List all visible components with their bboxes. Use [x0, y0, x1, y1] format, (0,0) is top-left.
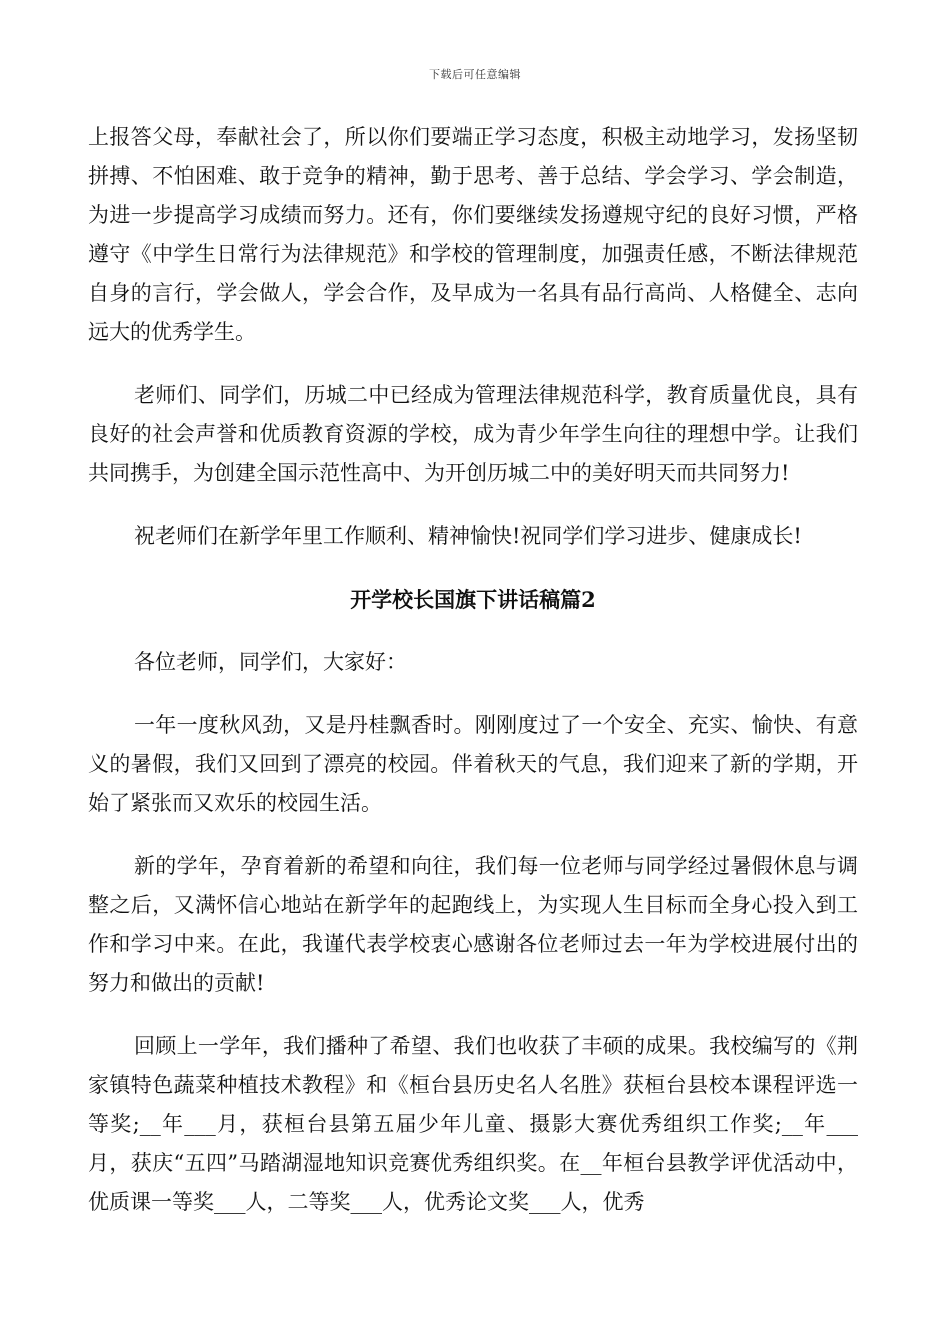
paragraph-7: 回顾上一学年，我们播种了希望、我们也收获了丰硕的成果。我校编写的《荆家镇特色蔬菜种植技术教程》和《桓台县历史名人名胜》获桓台县校本课程评选一等奖;__年___月，获桓台县第五届少年儿童、摄影大赛优秀组织工作奖;__年___月，获庆“五四”马踏湖湿地知识竞赛优秀组织奖。在__年桓台县教学评优活动中，优质课一等奖___人，二等奖___人，优秀论文奖___人，优秀	[88, 1034, 858, 1214]
document-body	[88, 118, 858, 1246]
paragraph-2: 老师们、同学们，历城二中已经成为管理法律规范科学，教育质量优良，具有良好的社会声誉和优质教育资源的学校，成为青少年学生向往的理想中学。让我们共同携手，为创建全国示范性高中、为开创历城二中的美好明天而共同努力!	[88, 383, 858, 485]
page-header: 下载后可任意编辑	[429, 68, 521, 81]
paragraph-greeting: 各位老师，同学们，大家好：	[134, 650, 407, 674]
paragraph-1: 上报答父母，奉献社会了，所以你们要端正学习态度，积极主动地学习，发扬坚韧拼搏、不怕困难、敢于竞争的精神，勤于思考、善于总结、学会学习、学会制造，为进一步提高学习成绩而努力。还有，你们要继续发扬遵规守纪的良好习惯，严格遵守《中学生日常行为法律规范》和学校的管理制度，加强责任感，不断法律规范自身的言行，学会做人，学会合作，及早成为一名具有品行高尚、人格健全、志向远大的优秀学生。	[88, 125, 858, 344]
paragraph-3: 祝老师们在新学年里工作顺利、精神愉快!祝同学们学习进步、健康成长!	[134, 524, 802, 548]
section-heading: 开学校长国旗下讲话稿篇2	[350, 587, 596, 612]
paragraph-5: 一年一度秋风劲，又是丹桂飘香时。刚刚度过了一个安全、充实、愉快、有意义的暑假，我们又回到了漂亮的校园。伴着秋天的气息，我们迎来了新的学期，开始了紧张而又欢乐的校园生活。	[88, 713, 858, 815]
paragraph-6: 新的学年，孕育着新的希望和向往，我们每一位老师与同学经过暑假休息与调整之后，又满怀信心地站在新学年的起跑线上，为实现人生目标而全身心投入到工作和学习中来。在此，我谨代表学校衷心感谢各位老师过去一年为学校进展付出的努力和做出的贡献!	[88, 854, 858, 995]
